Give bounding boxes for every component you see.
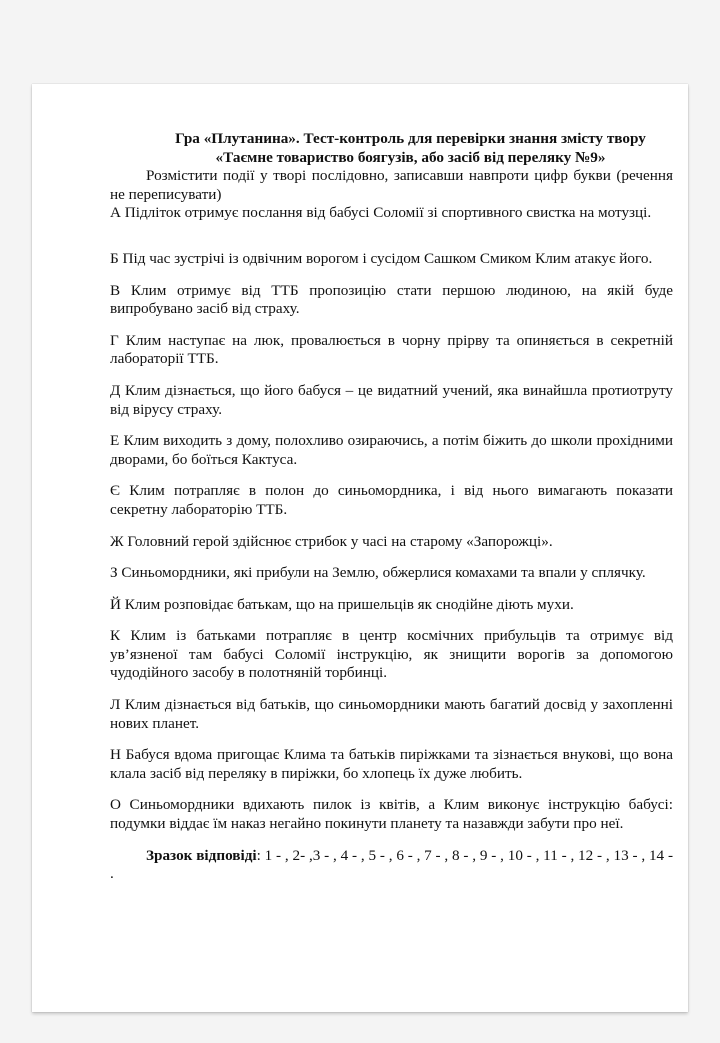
event-item-v: В Клим отримує від ТТБ пропозицію стати першою людиною, на якій буде випробувано засіб від страху.	[110, 281, 673, 318]
title-line-2: «Таємне товариство боягузів, або засіб від переляку №9»	[215, 148, 606, 166]
event-item-e: Е Клим виходить з дому, полохливо озираючись, а потім біжить до школи прохідними дворами, бо боїться Кактуса.	[110, 432, 673, 468]
answer-label: Зразок відповіді	[146, 846, 257, 864]
event-item-h: Г Клим наступає на люк, провалюється в чорну прірву та опиняється в секретній лабораторії ТТБ.	[110, 331, 673, 368]
document-title	[110, 130, 673, 167]
event-item-d: Д Клим дізнається, що його бабуся – це видатний учений, яка винайшла протиотруту від вірусу страху.	[110, 381, 673, 418]
answer-blanks: : 1 - , 2- ,3 - , 4 - , 5 - , 6 - , 7 - , 8 - , 9 - , 10 - , 11 - , 12 - , 13 - , 14 - .	[110, 846, 674, 883]
title-line-1: Гра «Плутанина». Тест-контроль для перевірки знання змісту твору	[175, 130, 646, 147]
event-item-b: Б Під час зустрічі із одвічним ворогом і сусідом Сашком Смиком Клим атакує його.	[110, 249, 653, 267]
event-item-y: Й Клим розповідає батькам, що на пришельців як снодійне діють мухи.	[110, 595, 574, 613]
event-item-o: О Синьомордники вдихають пилок із квітів, а Клим виконує інструкцію бабусі: подумки віддає їм наказ негайно покинути планету та назавжди забути про неї.	[110, 796, 673, 833]
answer-template	[110, 847, 673, 884]
document-content	[110, 130, 673, 884]
task-instruction: Розмістити події у творі послідовно, записавши навпроти цифр букви (речення не переписувати)	[110, 167, 673, 203]
event-item-a: А Підліток отримує послання від бабусі Соломії зі спортивного свистка на мотузці.	[110, 204, 652, 222]
event-item-n: Н Бабуся вдома пригощає Клима та батьків пиріжками та зізнається внукові, що вона клала засіб від переляку в пиріжки, бо хлопець їх дуже любить.	[110, 746, 673, 782]
event-item-ye: Є Клим потрапляє в полон до синьомордника, і від нього вимагають показати секретну лабораторію ТТБ.	[110, 482, 673, 518]
event-item-k: К Клим із батьками потрапляє в центр космічних прибульців та отримує від ув’язненої там бабусі Соломії інструкцію, як знищити ворогів за допомогою чудодійного засобу в полотняній торбинці.	[110, 627, 673, 682]
event-item-l: Л Клим дізнається від батьків, що синьомордники мають багатий досвід у захопленні нових планет.	[110, 696, 673, 732]
event-item-zh: Ж Головний герой здійснює стрибок у часі на старому «Запорожці».	[110, 532, 553, 550]
document-page	[32, 84, 688, 1012]
event-item-z: З Синьомордники, які прибули на Землю, обжерлися комахами та впали у сплячку.	[110, 564, 646, 582]
